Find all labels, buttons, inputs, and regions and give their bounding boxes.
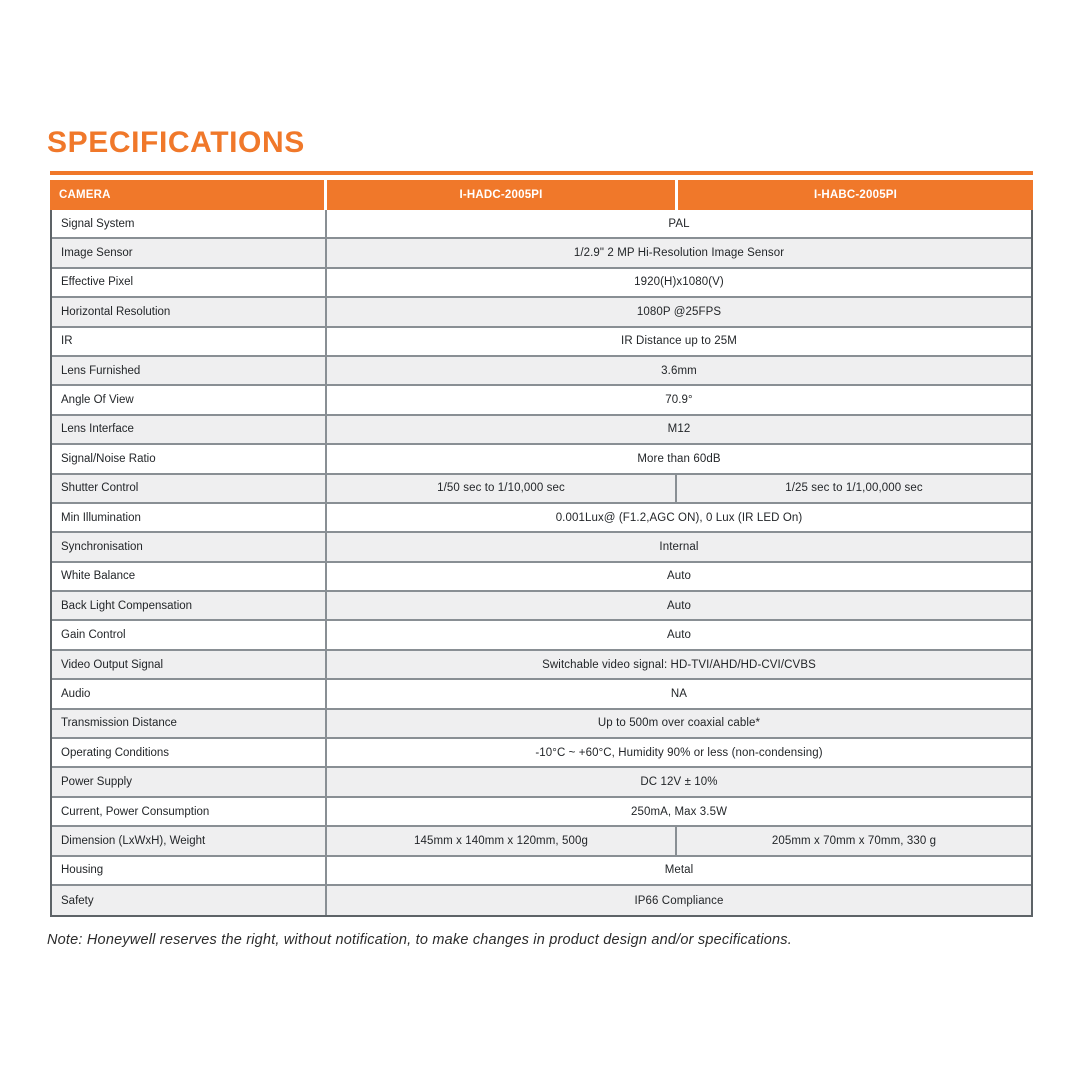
spec-value: NA [670, 687, 688, 700]
spec-value: IR Distance up to 25M [621, 335, 737, 348]
spec-value: Auto [666, 629, 692, 642]
table-row [52, 739, 1031, 768]
spec-value: More than 60dB [637, 452, 721, 465]
table-row [52, 386, 1031, 415]
spec-value-model-2: 1/25 sec to 1/1,00,000 sec [785, 482, 923, 495]
table-row [52, 621, 1031, 650]
spec-label: Current, Power Consumption [52, 798, 327, 825]
table-row [52, 328, 1031, 357]
spec-value-model-1: 145mm x 140mm x 120mm, 500g [327, 827, 677, 854]
spec-value: -10°C ~ +60°C, Humidity 90% or less (non-condensing) [535, 746, 823, 759]
header-camera-cell: CAMERA [50, 180, 324, 210]
spec-value: 0.001Lux@ (F1.2,AGC ON), 0 Lux (IR LED On) [555, 511, 803, 524]
spec-value: 1920(H)x1080(V) [634, 276, 724, 289]
spec-label: White Balance [52, 563, 327, 590]
spec-value: 70.9° [665, 394, 693, 407]
spec-label: Audio [52, 680, 327, 707]
spec-label: Signal System [52, 210, 327, 237]
table-row [52, 798, 1031, 827]
spec-label: Lens Interface [52, 416, 327, 443]
specifications-table [50, 180, 1033, 917]
spec-value: DC 12V ± 10% [640, 776, 718, 789]
table-row [52, 357, 1031, 386]
spec-value: M12 [667, 423, 691, 436]
spec-label: Safety [52, 886, 327, 915]
spec-label: IR [52, 328, 327, 355]
spec-value: PAL [668, 217, 690, 230]
table-row [52, 563, 1031, 592]
spec-label: Synchronisation [52, 533, 327, 560]
table-row [52, 504, 1031, 533]
table-row [52, 533, 1031, 562]
spec-value: Auto [666, 570, 692, 583]
spec-value: 250mA, Max 3.5W [630, 805, 728, 818]
spec-value: 1080P @25FPS [636, 305, 722, 318]
spec-label: Lens Furnished [52, 357, 327, 384]
header-model-1-cell: I-HADC-2005PI [327, 180, 675, 210]
spec-value-model-1: 1/50 sec to 1/10,000 sec [327, 475, 677, 502]
spec-label: Angle Of View [52, 386, 327, 413]
spec-label: Operating Conditions [52, 739, 327, 766]
spec-label: Video Output Signal [52, 651, 327, 678]
spec-value: Internal [659, 540, 699, 553]
table-row [52, 210, 1031, 239]
spec-value-model-2: 205mm x 70mm x 70mm, 330 g [771, 834, 937, 847]
header-model-2-cell: I-HABC-2005PI [678, 180, 1033, 210]
spec-label: Image Sensor [52, 239, 327, 266]
table-row [52, 592, 1031, 621]
spec-label: Gain Control [52, 621, 327, 648]
page-title: SPECIFICATIONS [47, 126, 305, 159]
spec-label: Horizontal Resolution [52, 298, 327, 325]
table-row [52, 768, 1031, 797]
spec-label: Dimension (LxWxH), Weight [52, 827, 327, 854]
table-row [52, 269, 1031, 298]
spec-label: Housing [52, 857, 327, 884]
spec-label: Power Supply [52, 768, 327, 795]
table-row [52, 680, 1031, 709]
spec-value: Switchable video signal: HD-TVI/AHD/HD-CVI/CVBS [542, 658, 816, 671]
spec-value: 1/2.9" 2 MP Hi-Resolution Image Sensor [573, 247, 785, 260]
table-row [52, 239, 1031, 268]
footnote: Note: Honeywell reserves the right, without notification, to make changes in product design and/or specifications. [47, 932, 792, 948]
spec-value: Metal [664, 864, 694, 877]
table-row [52, 475, 1031, 504]
table-row [52, 827, 1031, 856]
spec-label: Signal/Noise Ratio [52, 445, 327, 472]
spec-value: Up to 500m over coaxial cable* [597, 717, 761, 730]
table-row [52, 857, 1031, 886]
spec-value: 3.6mm [661, 364, 697, 377]
spec-label: Min Illumination [52, 504, 327, 531]
table-row [52, 445, 1031, 474]
table-row [52, 298, 1031, 327]
table-row [52, 416, 1031, 445]
spec-label: Back Light Compensation [52, 592, 327, 619]
table-row [52, 886, 1031, 915]
table-row [52, 710, 1031, 739]
spec-label: Shutter Control [52, 475, 327, 502]
accent-rule [50, 171, 1033, 175]
table-body [50, 210, 1033, 917]
spec-label: Effective Pixel [52, 269, 327, 296]
table-row [52, 651, 1031, 680]
spec-value: IP66 Compliance [634, 894, 724, 907]
table-header-row [50, 180, 1033, 210]
spec-label: Transmission Distance [52, 710, 327, 737]
spec-value: Auto [666, 599, 692, 612]
